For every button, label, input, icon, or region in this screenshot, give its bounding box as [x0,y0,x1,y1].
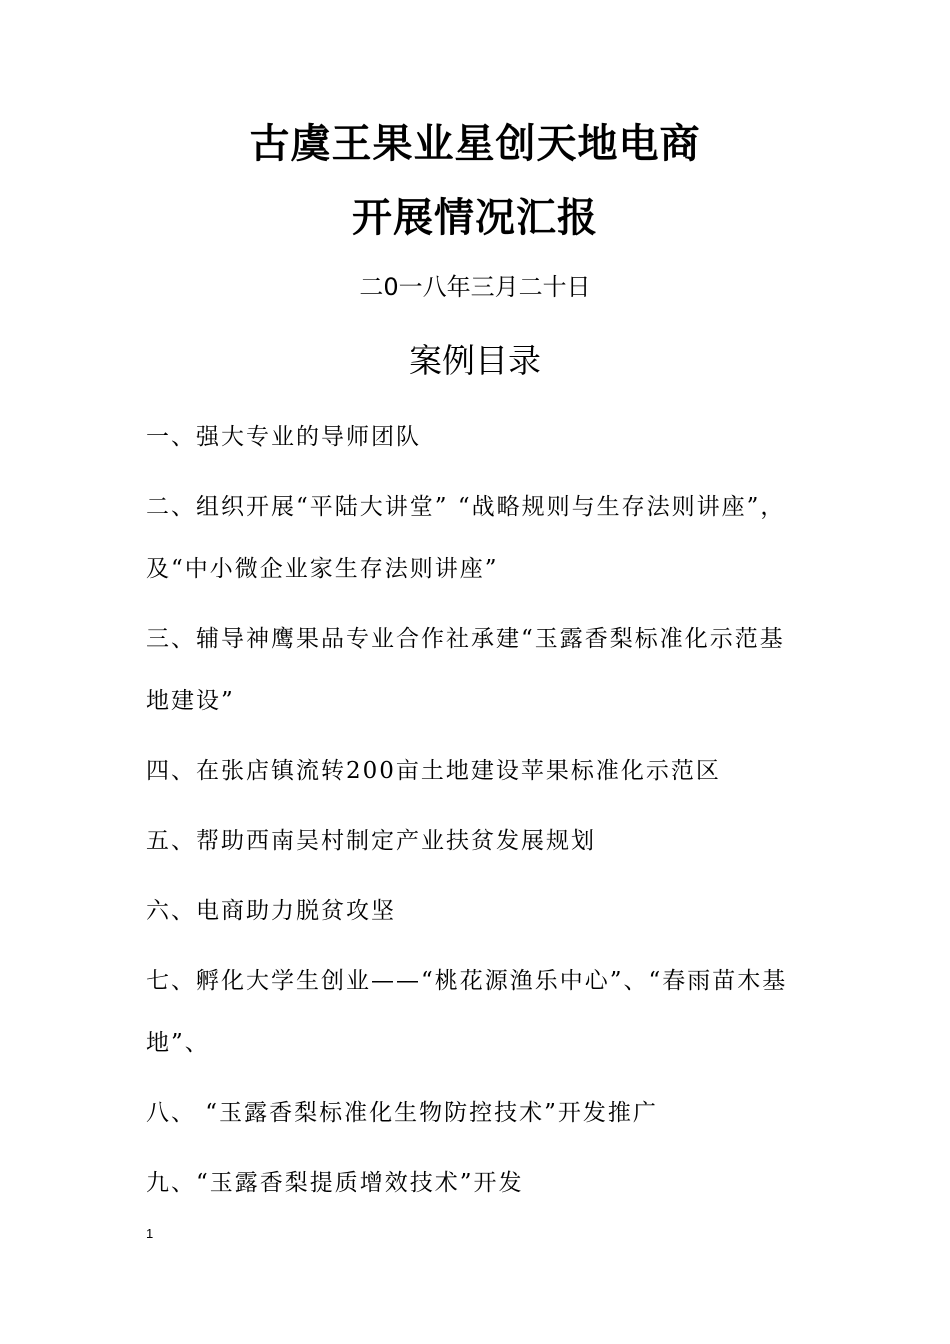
toc-item-3: 三、辅导神鹰果品专业合作社承建“玉露香梨标准化示范基地建设” [146,626,785,714]
toc-item-5: 五、帮助西南吴村制定产业扶贫发展规划 [146,828,596,854]
toc-item-1: 一、强大专业的导师团队 [146,424,421,450]
toc-item-4: 四、在张店镇流转200亩土地建设苹果标准化示范区 [146,758,721,784]
report-date: 二0一八年三月二十日 [359,273,591,301]
toc-item-2: 二、组织开展“平陆大讲堂” “战略规则与生存法则讲座”，及“中小微企业家生存法则讲座” [146,494,786,582]
toc-item-8: 八、 “玉露香梨标准化生物防控技术”开发推广 [146,1100,658,1126]
document-title-line-2: 开展情况汇报 [352,195,598,241]
toc-item-9: 九、“玉露香梨提质增效技术”开发 [146,1170,524,1196]
toc-heading: 案例目录 [409,341,541,380]
toc-list [146,406,806,1222]
page-number: 1 [146,1226,154,1241]
toc-item-6: 六、电商助力脱贫攻坚 [146,898,396,924]
toc-item-7: 七、孵化大学生创业——“桃花源渔乐中心”、“春雨苗木基地”、 [146,968,788,1056]
document-title-line-1: 古虞王果业星创天地电商 [249,121,701,167]
